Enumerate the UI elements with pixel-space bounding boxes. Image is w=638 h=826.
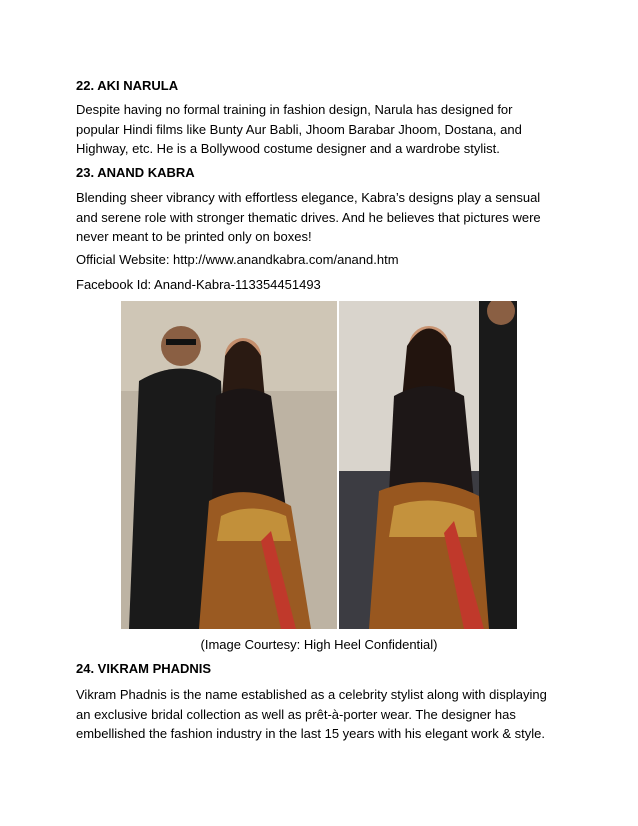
section-heading-aki-narula: 22. AKI NARULA	[76, 78, 179, 93]
photo-right	[339, 301, 517, 629]
photo-left	[121, 301, 337, 629]
paragraph-line: popular Hindi films like Bunty Aur Babli, Jhoom Barabar Jhoom, Dostana, and	[76, 121, 522, 137]
paragraph-line: and serene role with stronger thematic drives. And he believes that pictures were	[76, 209, 541, 225]
paragraph-line: never meant to be printed only on boxes!	[76, 229, 312, 244]
paragraph-anand-kabra	[76, 188, 576, 247]
paragraph-line: embellished the fashion industry in the last 15 years with his elegant work & style.	[76, 726, 545, 741]
image-caption: (Image Courtesy: High Heel Confidential)	[200, 637, 438, 652]
section-heading-vikram-phadnis: 24. VIKRAM PHADNIS	[76, 661, 212, 676]
official-website: Official Website: http://www.anandkabra.com/anand.htm	[76, 252, 399, 267]
paragraph-aki-narula	[76, 100, 576, 159]
paragraph-line: an exclusive bridal collection as well as prêt-à-porter wear. The designer has	[76, 706, 516, 722]
paragraph-line: Blending sheer vibrancy with effortless elegance, Kabra’s designs play a sensual	[76, 190, 541, 205]
paragraph-line: Vikram Phadnis is the name established as a celebrity stylist along with displaying	[76, 687, 547, 702]
paragraph-vikram-phadnis	[76, 685, 576, 744]
paragraph-line: Despite having no formal training in fashion design, Narula has designed for	[76, 102, 513, 117]
paragraph-line: Highway, etc. He is a Bollywood costume designer and a wardrobe stylist.	[76, 141, 500, 156]
section-heading-anand-kabra: 23. ANAND KABRA	[76, 165, 195, 180]
facebook-id: Facebook Id: Anand-Kabra-113354451493	[76, 277, 321, 292]
